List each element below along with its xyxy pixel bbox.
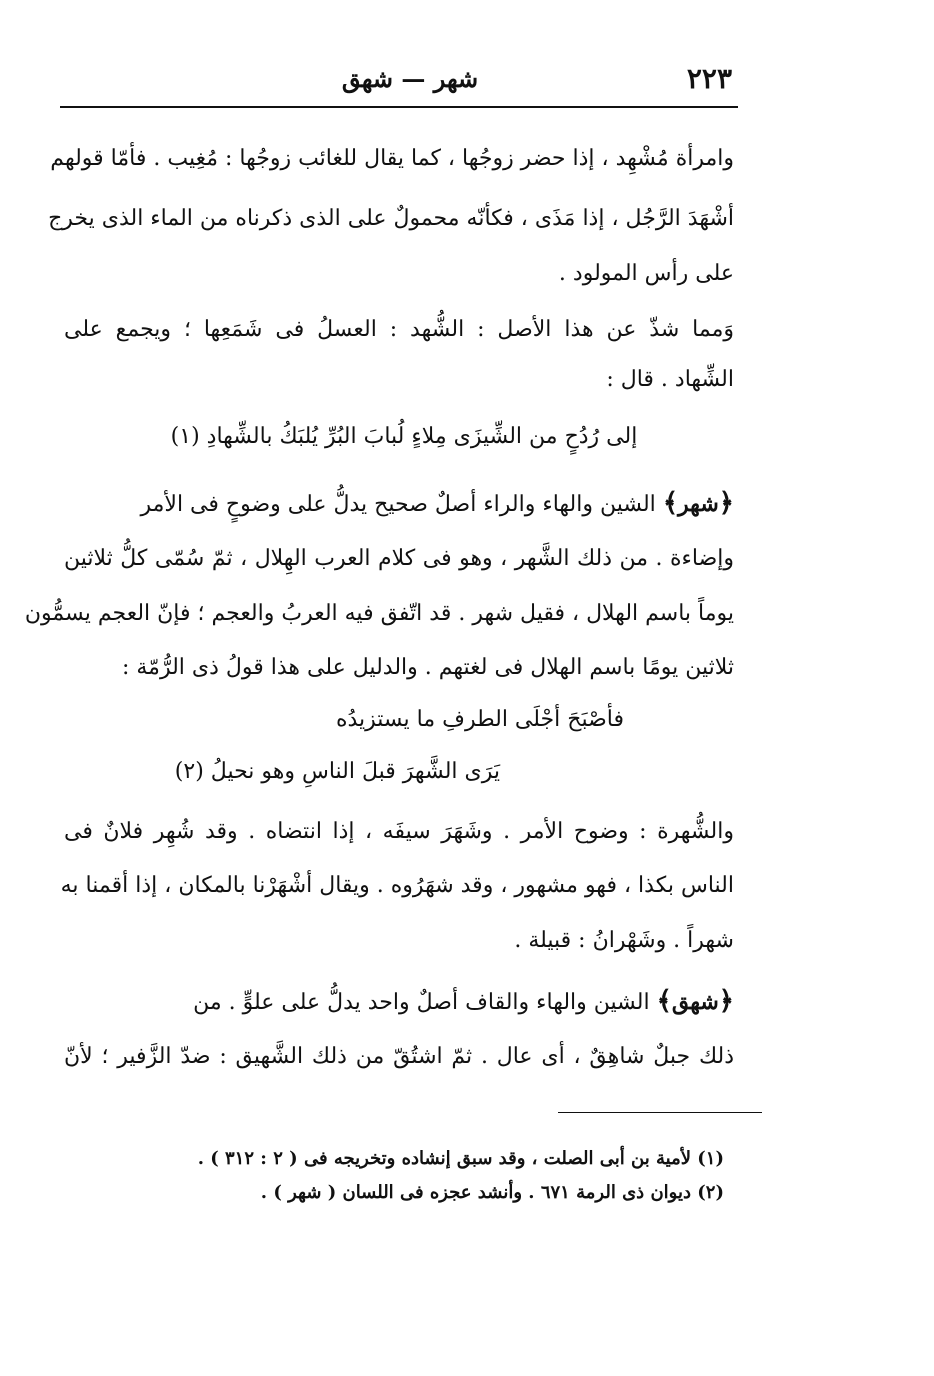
header-rule	[60, 106, 738, 108]
verse-line: يَرَى الشَّهرَ قبلَ الناسِ وهو نحيلُ (٢)	[174, 759, 500, 784]
entry-headword-shahq: شهق	[671, 989, 719, 1015]
body-line: الشِّهاد . قال :	[606, 367, 734, 392]
body-line: شهراً . وشَهْرانُ : قبيلة .	[514, 928, 734, 953]
verse-line: فأصْبَحَ أجْلَى الطرفِ ما يستزيدُه	[335, 707, 624, 732]
verse-line: إلى رُدُحٍ من الشِّيزَى مِلاءٍ لُبابَ البُرِّ يُلبَكُ بالشِّهادِ (١)	[170, 424, 638, 449]
body-line: وإضاءة . من ذلك الشَّهر ، وهو فى كلام العرب الهِلال ، ثمّ سُمّى كلُّ ثلاثين	[64, 546, 734, 571]
body-line: وَمما شذّ عن هذا الأصل : الشُّهد : العسلُ فى شَمَعِها ؛ ويجمع على	[64, 317, 734, 342]
body-line: ذلك جبلٌ شاهِقٌ ، أى عال . ثمّ اشتُقّ من ذلك الشَّهيق : ضدّ الزَّفير ؛ لأنّ	[64, 1044, 734, 1069]
body-line: ثلاثين يومًا باسم الهلال فى لغتهم . والدليل على هذا قولُ ذى الرُّمّة :	[121, 655, 734, 680]
body-line: على رأس المولود .	[558, 261, 734, 286]
entry-line	[64, 984, 734, 1020]
entry-open-bracket: ﴿	[718, 488, 734, 518]
footnote-rule	[558, 1112, 762, 1113]
entry-open-bracket: ﴿	[718, 986, 734, 1016]
entry-definition: الشين والهاء والراء أصلٌ صحيح يدلُّ على وضوحٍ فى الأمر	[140, 492, 656, 517]
footnote-2: (٢) ديوان ذى الرمة ٦٧١ . وأنشد عجزه فى اللسان ( شهر ) .	[260, 1182, 724, 1203]
page-number: ٢٢٣	[686, 62, 732, 95]
body-line: وامرأة مُشْهِد ، إذا حضر زوجُها ، كما يقال للغائب زوجُها : مُغِيب . فأمّا قولهم	[50, 146, 734, 171]
entry-close-bracket: ﴾	[656, 986, 672, 1016]
body-line: أشْهَدَ الرَّجُل ، إذا مَذَى ، فكأنّه محمولٌ على الذى ذكرناه من الماء الذى يخرج	[48, 206, 734, 231]
entry-close-bracket: ﴾	[662, 488, 679, 518]
entry-definition: الشين والهاء والقاف أصلٌ واحد يدلُّ على علوٍّ . من	[193, 990, 650, 1015]
body-line: يوماً باسم الهلال ، فقيل شهر . قد اتّفق فيه العربُ والعجم ؛ فإنّ العجم يسمُّون	[24, 601, 734, 626]
entry-line	[64, 486, 734, 522]
entry-headword-shahr: شهر	[678, 491, 719, 517]
running-title: شهر — شهق	[341, 64, 479, 93]
footnote-1: (١) لأمية بن أبى الصلت ، وقد سبق إنشاده وتخريجه فى ( ٢ : ٣١٢ ) .	[197, 1148, 724, 1169]
body-line: الناس بكذا ، فهو مشهور ، وقد شهَرُوه . ويقال أشْهَرْنا بالمكان ، إذا أقمنا به	[60, 873, 734, 898]
body-line: والشُّهرة : وضوح الأمر . وشَهَرَ سيفَه ، إذا انتضاه . وقد شُهِر فلانٌ فى	[64, 819, 734, 844]
